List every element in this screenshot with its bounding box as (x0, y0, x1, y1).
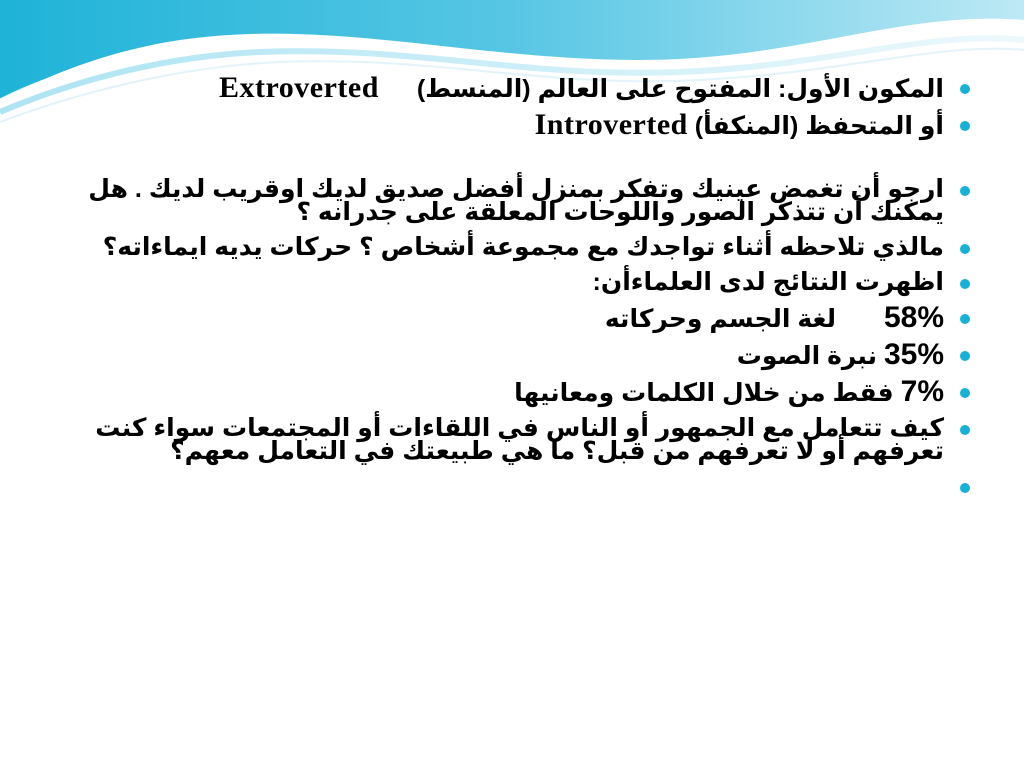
bullet-text: أو المتحفظ (المنكفأ) (694, 112, 944, 140)
list-item (52, 108, 972, 141)
list-item (52, 233, 972, 261)
slide-content (52, 71, 972, 498)
bullet-icon (960, 351, 970, 361)
bullet-text: كيف تتعامل مع الجمهور أو الناس في اللقاءات أو المجتمعات سواء كنت تعرفهم أو لا تعرفهم من قبل؟ ما هي طبيعتك في التعامل معهم؟ (95, 414, 944, 465)
latin-term: Introverted (534, 108, 688, 141)
list-item (52, 268, 972, 296)
list-item (52, 301, 972, 334)
list-item (52, 414, 972, 465)
list-item (52, 175, 972, 226)
bullet-text: المكون الأول: المفتوح على العالم (المنسط) (416, 75, 944, 103)
list-item-empty (52, 475, 972, 498)
bullet-icon (960, 425, 970, 435)
list-item (52, 375, 972, 408)
list-item (52, 338, 972, 371)
bullet-text: ارجو أن تغمض عينيك وتفكر بمنزل أفضل صديق لديك اوقريب لديك . هل يمكنك أن تتذكر الصور واللوحات المعلقة على جدرانه ؟ (88, 175, 944, 226)
bullet-text: لغة الجسم وحركاته (604, 305, 837, 333)
bullet-icon (960, 483, 970, 493)
bullet-icon (960, 186, 970, 196)
bullet-icon (960, 244, 970, 254)
bullet-list (52, 71, 972, 498)
latin-term: Extroverted (219, 71, 379, 104)
bullet-icon (960, 84, 970, 94)
bullet-text: نبرة الصوت (736, 342, 877, 370)
percent-value: 7% (900, 375, 944, 408)
bullet-text: اظهرت النتائج لدى العلماءأن: (592, 268, 944, 296)
percent-value: 58% (883, 301, 944, 334)
bullet-icon (960, 279, 970, 289)
percent-value: 35% (883, 338, 944, 371)
bullet-icon (960, 388, 970, 398)
bullet-icon (960, 121, 970, 131)
bullet-text: فقط من خلال الكلمات ومعانيها (514, 379, 894, 407)
bullet-text: مالذي تلاحظه أثناء تواجدك مع مجموعة أشخاص ؟ حركات يديه ايماءاته؟ (102, 233, 944, 261)
bullet-icon (960, 314, 970, 324)
list-item (52, 71, 972, 104)
